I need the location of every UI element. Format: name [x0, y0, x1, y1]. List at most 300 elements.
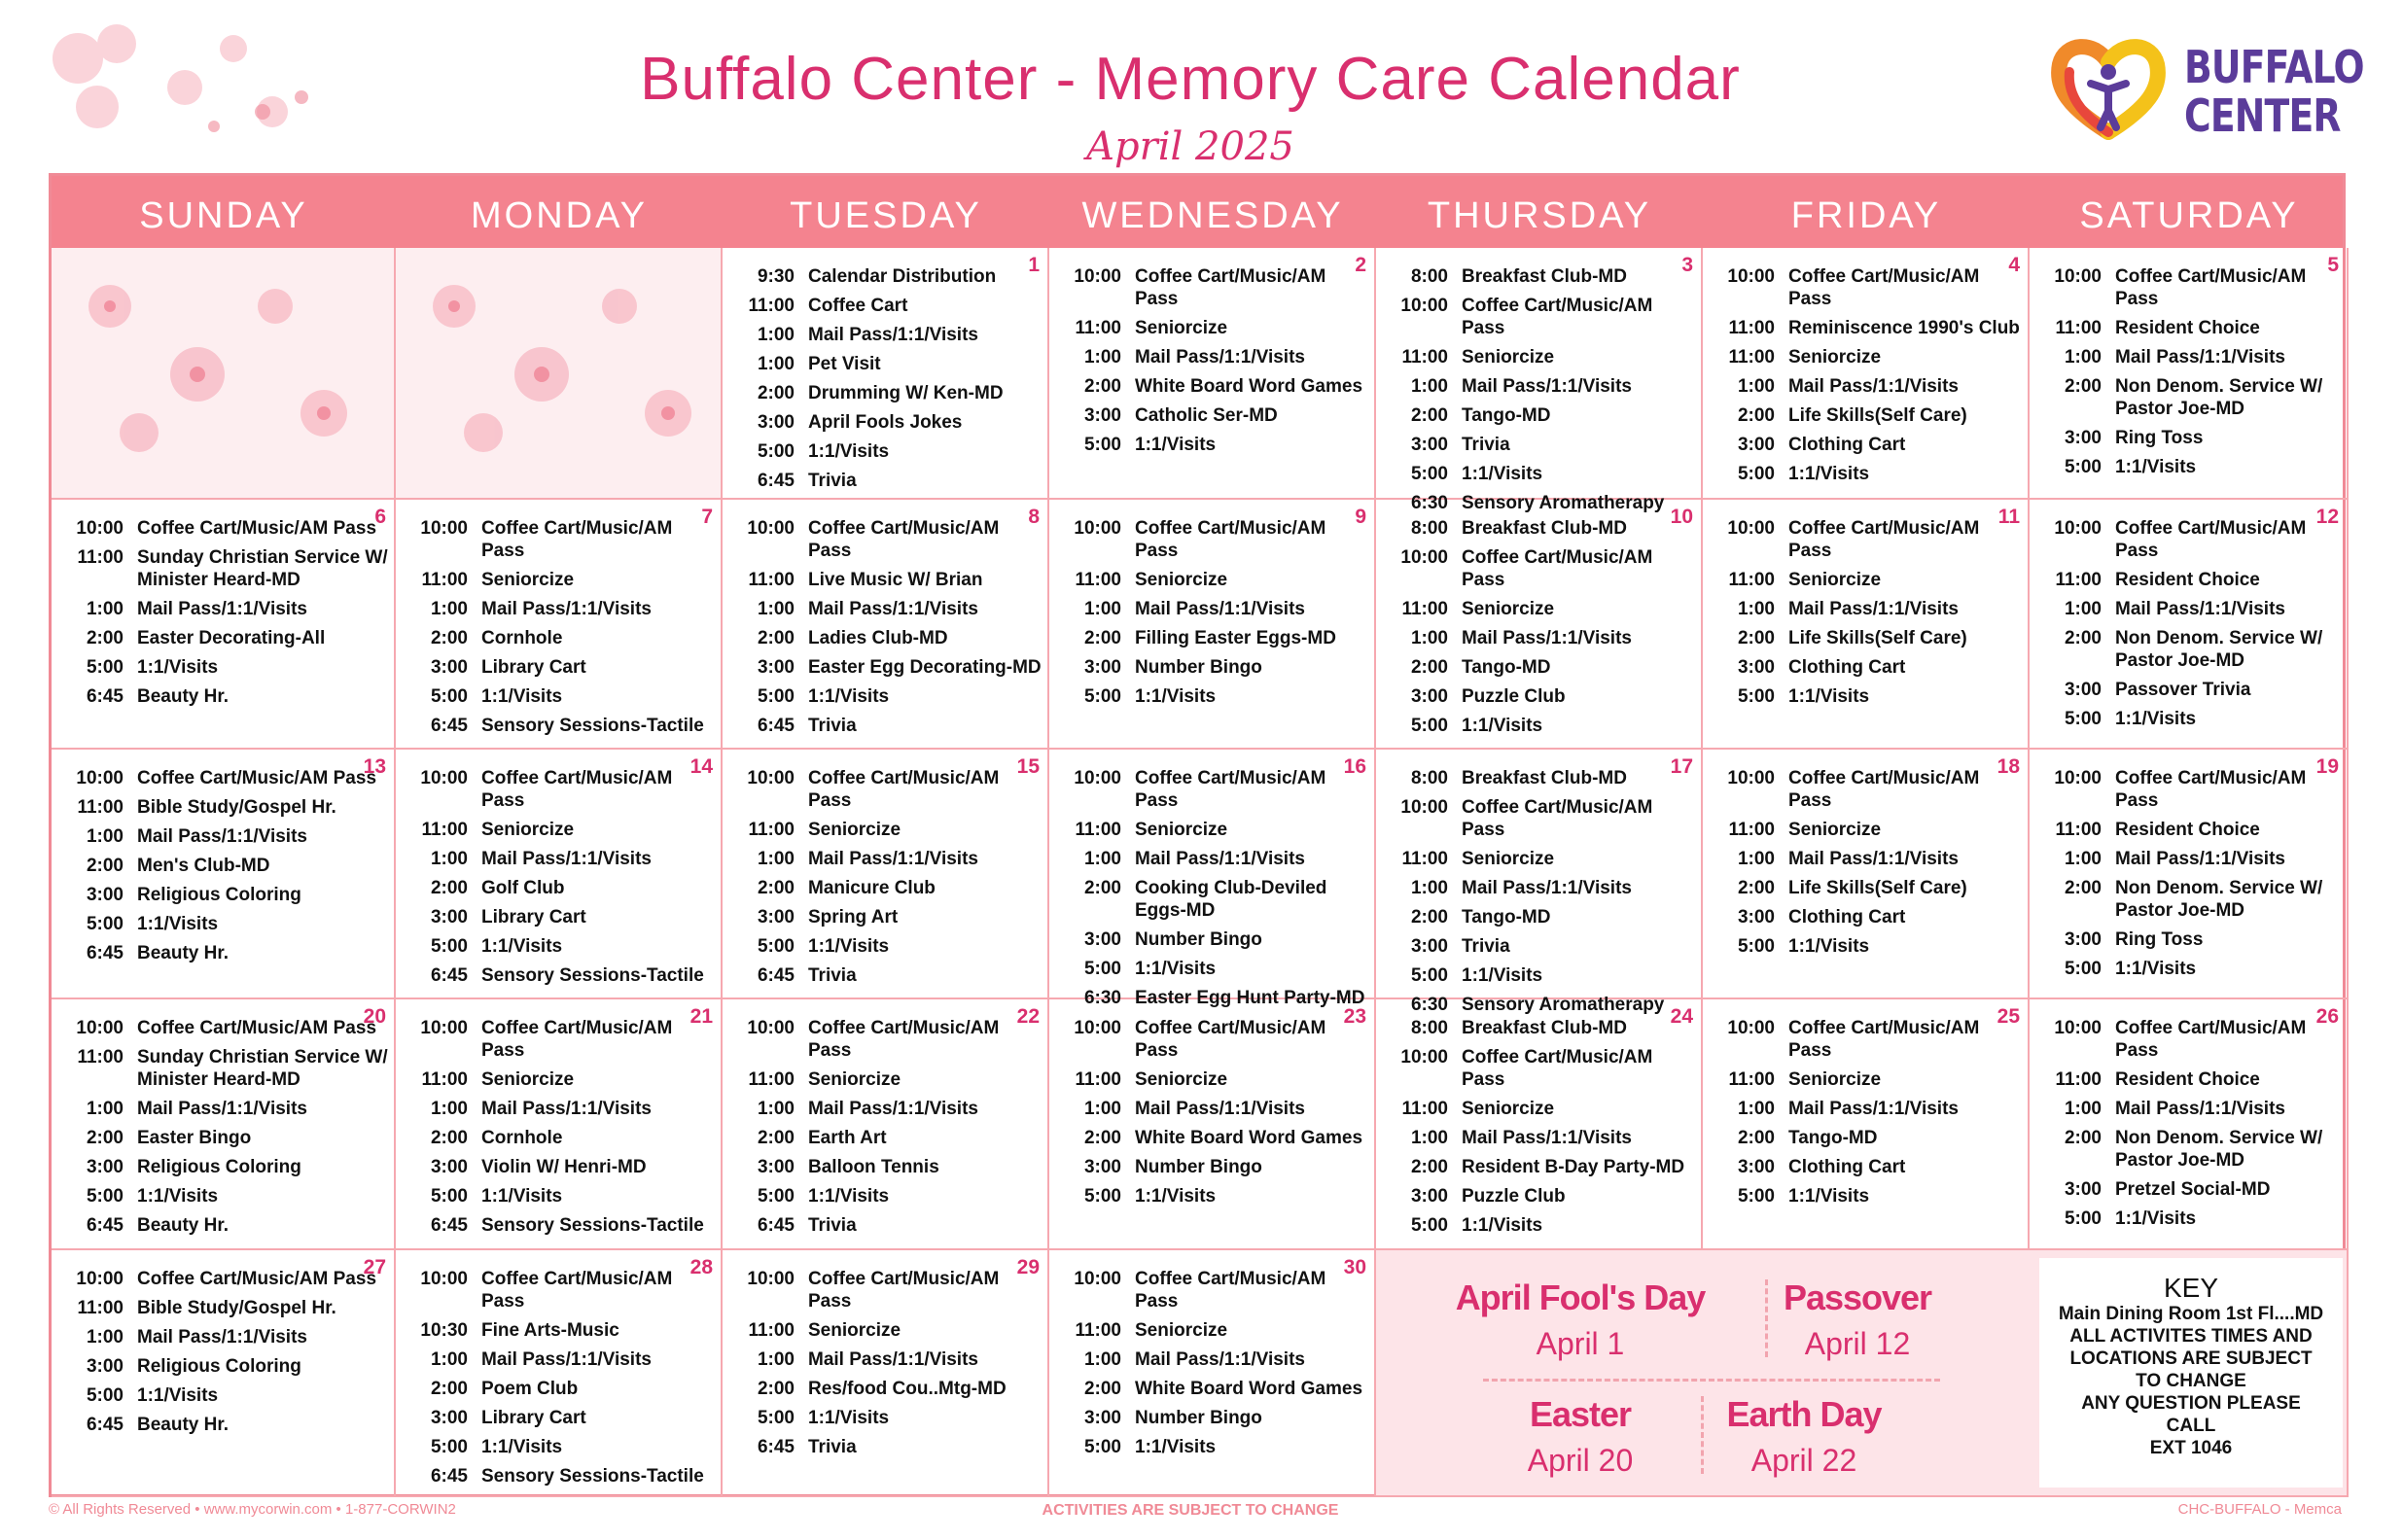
event-activity: Sensory Sessions-Tactile — [481, 716, 704, 736]
event-activity: Mail Pass/1:1/Visits — [808, 1099, 978, 1119]
event-time: 11:00 — [77, 797, 124, 818]
event-item — [1061, 819, 1368, 841]
event-time: 6:45 — [430, 1466, 468, 1487]
event-time: 3:00 — [86, 1356, 124, 1377]
event-time: 8:00 — [1410, 266, 1448, 287]
event-item — [1061, 627, 1368, 649]
event-time: 6:45 — [757, 1437, 795, 1457]
event-item — [734, 470, 1042, 492]
event-time: 3:00 — [2064, 680, 2102, 700]
event-time: 3:00 — [2064, 428, 2102, 448]
event-list — [407, 1268, 715, 1494]
event-list — [2041, 767, 2341, 987]
event-time: 2:00 — [86, 856, 124, 876]
event-item — [1061, 928, 1368, 951]
event-item — [407, 767, 715, 812]
event-activity: Religious Coloring — [137, 885, 301, 905]
event-time: 1:00 — [2064, 849, 2102, 869]
event-activity: Cornhole — [481, 1128, 563, 1148]
event-item — [734, 295, 1042, 317]
event-time: 5:00 — [757, 936, 795, 957]
event-item — [1061, 1378, 1368, 1400]
event-item — [1388, 906, 1695, 928]
event-item — [63, 546, 388, 591]
event-item — [1714, 1185, 2022, 1208]
event-item — [2041, 679, 2341, 701]
event-activity: Fine Arts-Music — [481, 1320, 619, 1341]
event-activity: Coffee Cart/Music/AM Pass — [481, 1269, 673, 1312]
event-item — [1061, 265, 1368, 310]
day-number: 10 — [1670, 506, 1693, 528]
event-time: 5:00 — [1410, 965, 1448, 986]
event-activity: Sunday Christian Service W/ Minister Heard-MD — [137, 547, 388, 590]
blossom-decoration — [52, 248, 394, 498]
event-list — [734, 1268, 1042, 1465]
event-activity: 1:1/Visits — [481, 1437, 563, 1457]
event-activity: Coffee Cart/Music/AM Pass — [1462, 797, 1653, 840]
event-time: 2:00 — [86, 628, 124, 648]
event-time: 6:45 — [757, 965, 795, 986]
event-list — [407, 767, 715, 994]
event-item — [1061, 958, 1368, 980]
event-time: 2:00 — [2064, 628, 2102, 648]
event-time: 3:00 — [430, 657, 468, 678]
event-time: 6:45 — [430, 1215, 468, 1236]
event-item — [407, 819, 715, 841]
event-item — [63, 1127, 388, 1149]
event-time: 5:00 — [1410, 464, 1448, 484]
calendar-code-footer: CHC-BUFFALO - Memca — [2177, 1501, 2342, 1518]
holidays-panel — [1376, 1250, 2349, 1497]
event-item — [2041, 627, 2341, 672]
event-activity: Coffee Cart/Music/AM Pass — [481, 1018, 673, 1061]
holiday-name: April Fool's Day — [1455, 1278, 1706, 1317]
event-item — [63, 1355, 388, 1378]
event-activity: Breakfast Club-MD — [1462, 518, 1627, 539]
day-cell — [396, 1250, 723, 1497]
event-time: 11:00 — [421, 1069, 468, 1090]
event-item — [63, 1156, 388, 1178]
event-item — [1061, 656, 1368, 679]
event-list — [63, 1017, 388, 1243]
event-time: 5:00 — [2064, 959, 2102, 979]
event-item — [1714, 627, 2022, 649]
event-time: 5:00 — [757, 686, 795, 707]
event-activity: Mail Pass/1:1/Visits — [137, 599, 307, 619]
event-activity: Resident B-Day Party-MD — [1462, 1157, 1685, 1177]
event-time: 6:45 — [86, 686, 124, 707]
event-time: 2:00 — [757, 383, 795, 403]
event-item — [407, 598, 715, 620]
event-activity: Cornhole — [481, 628, 563, 648]
event-time: 5:00 — [2064, 709, 2102, 729]
event-activity: Coffee Cart/Music/AM Pass — [1135, 1018, 1326, 1061]
event-activity: Sensory Sessions-Tactile — [481, 965, 704, 986]
event-item — [407, 1127, 715, 1149]
event-activity: Pet Visit — [808, 354, 881, 374]
event-list — [1388, 265, 1695, 521]
day-number: 30 — [1343, 1256, 1366, 1278]
holiday-name: Passover — [1783, 1278, 1932, 1317]
event-item — [1714, 685, 2022, 708]
day-cell — [396, 750, 723, 999]
event-time: 2:00 — [1083, 878, 1121, 898]
day-number: 12 — [2315, 506, 2339, 528]
event-time: 5:00 — [1083, 686, 1121, 707]
event-time: 1:00 — [430, 849, 468, 869]
event-time: 1:00 — [1410, 1128, 1448, 1148]
heart-person-icon — [2050, 35, 2176, 142]
event-item — [1061, 848, 1368, 870]
event-activity: Clothing Cart — [1788, 657, 1906, 678]
weekday-monday: MONDAY — [471, 195, 648, 236]
event-time: 2:00 — [430, 1128, 468, 1148]
event-activity: Life Skills(Self Care) — [1788, 405, 1967, 426]
event-time: 2:00 — [757, 628, 795, 648]
event-time: 5:00 — [1737, 686, 1775, 707]
event-item — [734, 1214, 1042, 1237]
weekday-wednesday: WEDNESDAY — [1081, 195, 1344, 236]
event-item — [2041, 767, 2341, 812]
event-activity: Seniorcize — [1788, 570, 1882, 590]
event-time: 5:00 — [86, 914, 124, 934]
event-time: 10:00 — [2054, 1018, 2102, 1038]
event-time: 11:00 — [421, 820, 468, 840]
event-activity: 1:1/Visits — [481, 936, 563, 957]
event-time: 11:00 — [1728, 347, 1775, 368]
event-item — [734, 656, 1042, 679]
event-time: 3:00 — [1083, 657, 1121, 678]
event-time: 1:00 — [757, 354, 795, 374]
event-item — [407, 964, 715, 987]
event-time: 11:00 — [1075, 318, 1121, 338]
event-item — [1714, 1068, 2022, 1091]
event-time: 11:00 — [1401, 1099, 1448, 1119]
event-activity: Mail Pass/1:1/Visits — [1135, 1349, 1305, 1370]
event-activity: Trivia — [1462, 936, 1510, 957]
event-list — [1061, 767, 1368, 1016]
event-item — [1061, 434, 1368, 456]
day-cell — [1703, 248, 2030, 500]
event-time: 11:00 — [1728, 820, 1775, 840]
event-activity: Resident Choice — [2115, 318, 2260, 338]
event-activity: Tango-MD — [1788, 1128, 1878, 1148]
event-item — [407, 1268, 715, 1312]
event-time: 5:00 — [757, 1408, 795, 1428]
event-item — [2041, 598, 2341, 620]
event-item — [1714, 569, 2022, 591]
event-time: 11:00 — [1728, 570, 1775, 590]
event-time: 5:00 — [757, 1186, 795, 1207]
event-item — [407, 715, 715, 737]
event-list — [1061, 517, 1368, 715]
event-time: 3:00 — [1737, 657, 1775, 678]
day-cell — [1376, 500, 1703, 750]
event-time: 1:00 — [757, 1349, 795, 1370]
event-item — [734, 964, 1042, 987]
subject-to-change-footer: ACTIVITIES ARE SUBJECT TO CHANGE — [1042, 1502, 1339, 1519]
event-time: 1:00 — [2064, 347, 2102, 368]
event-activity: Seniorcize — [1135, 570, 1228, 590]
event-time: 1:00 — [1737, 599, 1775, 619]
event-activity: Coffee Cart/Music/AM Pass — [2115, 768, 2307, 811]
event-time: 3:00 — [430, 907, 468, 928]
event-item — [1714, 317, 2022, 339]
event-time: 2:00 — [2064, 376, 2102, 397]
event-activity: Number Bingo — [1135, 1157, 1262, 1177]
event-time: 1:00 — [430, 1349, 468, 1370]
event-time: 1:00 — [430, 599, 468, 619]
event-activity: 1:1/Visits — [1462, 464, 1543, 484]
event-activity: Mail Pass/1:1/Visits — [1462, 376, 1632, 397]
event-time: 5:00 — [2064, 1208, 2102, 1229]
event-time: 5:00 — [86, 657, 124, 678]
event-activity: Resident Choice — [2115, 570, 2260, 590]
event-item — [1061, 1068, 1368, 1091]
event-time: 3:00 — [1083, 1157, 1121, 1177]
event-item — [1061, 569, 1368, 591]
event-time: 6:30 — [1410, 493, 1448, 513]
divider — [1765, 1279, 1768, 1357]
event-item — [1388, 463, 1695, 485]
event-activity: Easter Bingo — [137, 1128, 252, 1148]
day-number: 19 — [2315, 755, 2339, 778]
day-cell — [396, 999, 723, 1250]
event-item — [1388, 1214, 1695, 1237]
holiday-item — [1678, 1394, 1930, 1479]
event-time: 10:00 — [1727, 768, 1775, 788]
event-item — [407, 1017, 715, 1062]
weekday-header — [52, 176, 2343, 248]
event-item — [1388, 1098, 1695, 1120]
event-item — [1061, 375, 1368, 398]
event-activity: Beauty Hr. — [137, 1415, 229, 1435]
event-activity: 1:1/Visits — [1462, 1215, 1543, 1236]
event-activity: Mail Pass/1:1/Visits — [1788, 599, 1959, 619]
day-number: 9 — [1355, 506, 1366, 528]
holiday-date: April 1 — [1536, 1326, 1625, 1361]
event-item — [734, 877, 1042, 899]
event-item — [1714, 906, 2022, 928]
event-item — [407, 1319, 715, 1342]
event-activity: Coffee Cart/Music/AM Pass — [808, 768, 1000, 811]
event-activity: Beauty Hr. — [137, 943, 229, 963]
event-list — [734, 517, 1042, 744]
event-activity: 1:1/Visits — [137, 914, 219, 934]
event-activity: Life Skills(Self Care) — [1788, 628, 1967, 648]
event-item — [2041, 877, 2341, 922]
key-line: CALL — [2166, 1416, 2216, 1436]
event-item — [2041, 819, 2341, 841]
day-cell — [52, 500, 396, 750]
event-time: 10:00 — [1074, 518, 1121, 539]
event-time: 10:00 — [76, 1018, 124, 1038]
event-time: 6:45 — [430, 965, 468, 986]
event-activity: Trivia — [808, 1437, 857, 1457]
event-activity: 1:1/Visits — [1788, 686, 1870, 707]
event-item — [407, 877, 715, 899]
event-time: 1:00 — [1737, 1099, 1775, 1119]
event-item — [63, 1017, 388, 1039]
event-item — [407, 935, 715, 958]
day-cell — [52, 999, 396, 1250]
event-activity: Poem Club — [481, 1379, 579, 1399]
logo-line-1: BUFFALO — [2184, 41, 2364, 93]
event-activity: Trivia — [1462, 435, 1510, 455]
event-activity: Mail Pass/1:1/Visits — [481, 1099, 652, 1119]
event-time: 10:00 — [1727, 266, 1775, 287]
key-line: ANY QUESTION PLEASE — [2081, 1393, 2301, 1414]
event-item — [1388, 434, 1695, 456]
event-activity: Men's Club-MD — [137, 856, 270, 876]
event-time: 2:00 — [1737, 405, 1775, 426]
event-item — [1061, 1436, 1368, 1458]
event-list — [734, 767, 1042, 994]
event-item — [734, 265, 1042, 288]
event-time: 11:00 — [1401, 599, 1448, 619]
event-activity: White Board Word Games — [1135, 1128, 1363, 1148]
event-activity: Trivia — [808, 965, 857, 986]
event-item — [2041, 375, 2341, 420]
weekday-sunday: SUNDAY — [139, 195, 308, 236]
weekday-saturday: SATURDAY — [2079, 195, 2299, 236]
event-item — [1714, 1156, 2022, 1178]
event-item — [734, 440, 1042, 463]
event-activity: 1:1/Visits — [481, 1186, 563, 1207]
event-time: 5:00 — [1737, 1186, 1775, 1207]
event-activity: Coffee Cart/Music/AM Pass — [2115, 266, 2307, 309]
event-item — [1714, 819, 2022, 841]
holiday-item — [1454, 1278, 1707, 1362]
event-time: 2:00 — [757, 1379, 795, 1399]
event-time: 1:00 — [1410, 878, 1448, 898]
event-activity: Non Denom. Service W/ Pastor Joe-MD — [2115, 1128, 2323, 1171]
event-item — [1388, 1046, 1695, 1091]
event-item — [734, 1348, 1042, 1371]
event-time: 3:00 — [1083, 405, 1121, 426]
day-number: 15 — [1016, 755, 1040, 778]
event-list — [1714, 767, 2022, 964]
event-item — [1388, 767, 1695, 789]
event-time: 3:00 — [86, 1157, 124, 1177]
event-time: 3:00 — [2064, 1179, 2102, 1200]
event-item — [2041, 928, 2341, 951]
event-activity: Seniorcize — [1462, 599, 1555, 619]
event-activity: Non Denom. Service W/ Pastor Joe-MD — [2115, 628, 2323, 671]
event-list — [2041, 517, 2341, 737]
event-activity: Mail Pass/1:1/Visits — [137, 1099, 307, 1119]
event-time: 1:00 — [1083, 347, 1121, 368]
event-time: 9:30 — [757, 266, 795, 287]
event-time: 3:00 — [1083, 1408, 1121, 1428]
event-time: 11:00 — [1401, 849, 1448, 869]
day-number: 6 — [374, 506, 386, 528]
event-time: 11:00 — [421, 570, 468, 590]
event-item — [63, 656, 388, 679]
event-item — [63, 598, 388, 620]
event-item — [1714, 404, 2022, 427]
day-number: 17 — [1670, 755, 1693, 778]
event-activity: Mail Pass/1:1/Visits — [1135, 849, 1305, 869]
event-time: 11:00 — [1728, 1069, 1775, 1090]
event-item — [1714, 656, 2022, 679]
event-activity: 1:1/Visits — [2115, 1208, 2197, 1229]
day-cell — [723, 248, 1049, 500]
event-item — [2041, 1208, 2341, 1230]
event-item — [1714, 517, 2022, 562]
day-cell — [1049, 750, 1376, 1008]
event-activity: Sunday Christian Service W/ Minister Heard-MD — [137, 1047, 388, 1090]
event-activity: 1:1/Visits — [1462, 716, 1543, 736]
event-time: 6:45 — [430, 716, 468, 736]
event-item — [1388, 848, 1695, 870]
day-number: 24 — [1670, 1005, 1693, 1028]
event-list — [63, 767, 388, 971]
event-activity: Puzzle Club — [1462, 1186, 1566, 1207]
event-time: 3:00 — [1410, 435, 1448, 455]
event-item — [1714, 1127, 2022, 1149]
event-item — [734, 382, 1042, 404]
event-item — [1388, 796, 1695, 841]
event-item — [734, 715, 1042, 737]
event-activity: 1:1/Visits — [1135, 1186, 1217, 1207]
holiday-item — [1755, 1278, 1960, 1362]
event-activity: Sensory Aromatherapy — [1462, 493, 1665, 513]
day-cell — [723, 999, 1049, 1250]
event-activity: Religious Coloring — [137, 1157, 301, 1177]
event-item — [407, 685, 715, 708]
event-time: 2:00 — [1737, 878, 1775, 898]
event-activity: Mail Pass/1:1/Visits — [808, 849, 978, 869]
empty-day-cell — [52, 248, 396, 500]
event-item — [63, 1326, 388, 1348]
event-time: 3:00 — [2064, 929, 2102, 950]
event-activity: Mail Pass/1:1/Visits — [1135, 1099, 1305, 1119]
event-activity: Seniorcize — [481, 1069, 575, 1090]
holiday-name: Easter — [1529, 1394, 1632, 1434]
event-item — [2041, 569, 2341, 591]
event-item — [734, 1319, 1042, 1342]
event-time: 10:00 — [747, 518, 795, 539]
weekday-thursday: THURSDAY — [1427, 195, 1652, 236]
copyright-footer: © All Rights Reserved • www.mycorwin.com • 1-877-CORWIN2 — [49, 1501, 456, 1518]
event-item — [2041, 848, 2341, 870]
event-activity: Breakfast Club-MD — [1462, 768, 1627, 788]
event-activity: Seniorcize — [808, 1320, 901, 1341]
event-activity: White Board Word Games — [1135, 1379, 1363, 1399]
event-time: 6:45 — [757, 716, 795, 736]
event-time: 3:00 — [86, 885, 124, 905]
day-number: 2 — [1355, 254, 1366, 276]
event-item — [1061, 1017, 1368, 1062]
event-activity: Coffee Cart/Music/AM Pass — [137, 1018, 377, 1038]
day-cell — [2030, 750, 2349, 999]
event-time: 3:00 — [757, 412, 795, 433]
calendar-grid — [49, 173, 2346, 1497]
event-activity: Coffee Cart/Music/AM Pass — [2115, 1018, 2307, 1061]
event-item — [1388, 517, 1695, 540]
event-item — [734, 848, 1042, 870]
event-activity: Non Denom. Service W/ Pastor Joe-MD — [2115, 376, 2323, 419]
event-activity: 1:1/Visits — [808, 441, 890, 462]
event-item — [1714, 598, 2022, 620]
event-activity: Seniorcize — [481, 570, 575, 590]
event-item — [734, 353, 1042, 375]
event-item — [63, 1185, 388, 1208]
holiday-item — [1454, 1394, 1707, 1479]
event-item — [734, 1268, 1042, 1312]
holiday-date: April 22 — [1750, 1443, 1857, 1478]
